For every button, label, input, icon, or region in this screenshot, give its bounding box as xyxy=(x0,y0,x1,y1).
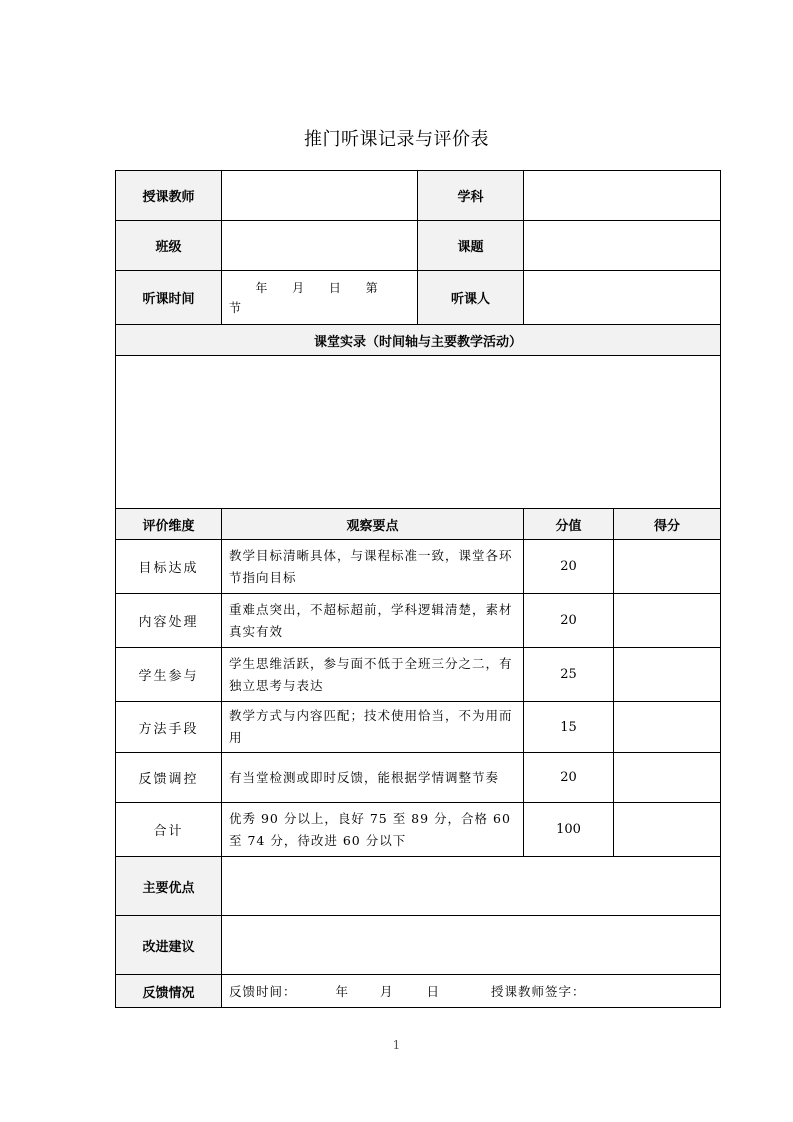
topic-label: 课题 xyxy=(418,221,524,271)
evaluation-form xyxy=(115,170,721,1008)
dimension-cell: 合计 xyxy=(116,803,222,857)
points-cell: 有当堂检测或即时反馈，能根据学情调整节奏 xyxy=(222,753,524,803)
time-period: 第 xyxy=(365,280,378,295)
listener-label: 听课人 xyxy=(418,271,524,325)
class-label: 班级 xyxy=(116,221,222,271)
record-area[interactable] xyxy=(116,356,721,509)
points-header: 观察要点 xyxy=(222,509,524,540)
time-year: 年 xyxy=(255,280,268,295)
page-number: 1 xyxy=(392,1038,401,1052)
time-label: 听课时间 xyxy=(116,271,222,325)
score-cell: 25 xyxy=(524,648,614,702)
feedback-year: 年 xyxy=(335,984,350,999)
got-header: 得分 xyxy=(614,509,721,540)
advantages-label: 主要优点 xyxy=(116,857,222,916)
points-cell: 重难点突出，不超标超前，学科逻辑清楚，素材真实有效 xyxy=(222,594,524,648)
teacher-label: 授课教师 xyxy=(116,171,222,221)
suggestions-field[interactable] xyxy=(222,916,721,975)
table-row xyxy=(116,753,721,803)
time-month: 月 xyxy=(292,280,305,295)
points-cell: 教学目标清晰具体，与课程标准一致，课堂各环节指向目标 xyxy=(222,540,524,594)
listener-field[interactable] xyxy=(524,271,721,325)
record-header: 课堂实录（时间轴与主要教学活动） xyxy=(116,325,721,356)
dimension-cell: 内容处理 xyxy=(116,594,222,648)
got-cell[interactable] xyxy=(614,753,721,803)
points-cell: 优秀 90 分以上，良好 75 至 89 分，合格 60 至 74 分，待改进 60 分以下 xyxy=(222,803,524,857)
class-field[interactable] xyxy=(222,221,418,271)
got-cell[interactable] xyxy=(614,540,721,594)
feedback-time-label: 反馈时间： xyxy=(229,984,297,999)
dimension-header: 评价维度 xyxy=(116,509,222,540)
dimension-cell: 方法手段 xyxy=(116,702,222,753)
table-row xyxy=(116,540,721,594)
dimension-cell: 反馈调控 xyxy=(116,753,222,803)
feedback-sign-label: 授课教师签字： xyxy=(491,984,586,999)
feedback-field[interactable] xyxy=(222,975,721,1008)
time-day: 日 xyxy=(328,280,341,295)
dimension-cell: 学生参与 xyxy=(116,648,222,702)
suggestions-label: 改进建议 xyxy=(116,916,222,975)
score-cell: 20 xyxy=(524,594,614,648)
feedback-month: 月 xyxy=(380,984,394,999)
subject-label: 学科 xyxy=(418,171,524,221)
got-cell[interactable] xyxy=(614,702,721,753)
dimension-cell: 目标达成 xyxy=(116,540,222,594)
score-cell: 15 xyxy=(524,702,614,753)
advantages-field[interactable] xyxy=(222,857,721,916)
feedback-label: 反馈情况 xyxy=(116,975,222,1008)
got-cell[interactable] xyxy=(614,803,721,857)
page-title: 推门听课记录与评价表 xyxy=(304,129,489,150)
score-cell: 20 xyxy=(524,753,614,803)
score-header: 分值 xyxy=(524,509,614,540)
topic-field[interactable] xyxy=(524,221,721,271)
subject-field[interactable] xyxy=(524,171,721,221)
got-cell[interactable] xyxy=(614,594,721,648)
table-row xyxy=(116,594,721,648)
points-cell: 学生思维活跃，参与面不低于全班三分之二，有独立思考与表达 xyxy=(222,648,524,702)
time-suffix: 节 xyxy=(229,300,242,315)
table-row xyxy=(116,702,721,753)
table-row xyxy=(116,648,721,702)
feedback-day: 日 xyxy=(426,984,441,999)
teacher-field[interactable] xyxy=(222,171,418,221)
got-cell[interactable] xyxy=(614,648,721,702)
score-cell: 100 xyxy=(524,803,614,857)
points-cell: 教学方式与内容匹配；技术使用恰当，不为用而用 xyxy=(222,702,524,753)
table-row xyxy=(116,803,721,857)
score-cell: 20 xyxy=(524,540,614,594)
time-field[interactable] xyxy=(222,271,418,325)
